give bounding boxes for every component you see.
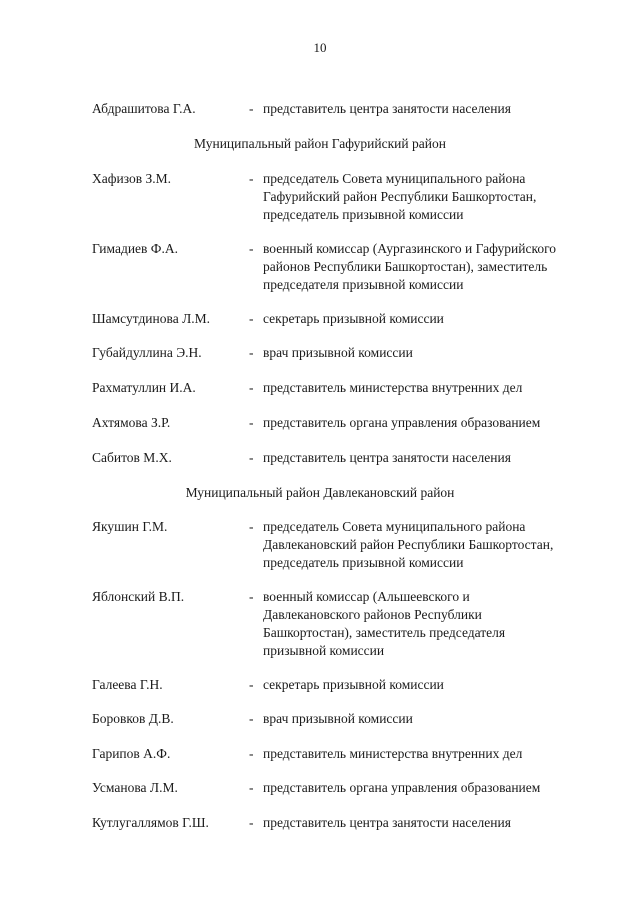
page-number: 10 xyxy=(313,40,327,55)
member-name: Сабитов М.Х. xyxy=(92,450,172,465)
dash: - xyxy=(249,380,254,395)
member-role-line: военный комиссар (Аургазинского и Гафурийского xyxy=(263,241,557,256)
member-role-line: Давлекановский район Республики Башкортостан, xyxy=(263,537,554,552)
member-role-line: представитель министерства внутренних дел xyxy=(263,380,523,395)
dash: - xyxy=(249,780,254,795)
member-role-line: представитель центра занятости населения xyxy=(263,101,511,116)
member-role-line: секретарь призывной комиссии xyxy=(263,677,444,692)
member-role-line: секретарь призывной комиссии xyxy=(263,311,444,326)
member-role-line: председатель призывной комиссии xyxy=(263,207,464,222)
dash: - xyxy=(249,345,254,360)
dash: - xyxy=(249,311,254,326)
member-name: Якушин Г.М. xyxy=(92,519,168,534)
member-name: Боровков Д.В. xyxy=(92,711,174,726)
member-role-line: врач призывной комиссии xyxy=(263,711,413,726)
member-name: Гарипов А.Ф. xyxy=(92,746,171,761)
member-role-line: районов Республики Башкортостан), заместитель xyxy=(263,259,548,274)
dash: - xyxy=(249,241,254,256)
dash: - xyxy=(249,171,254,186)
dash: - xyxy=(249,415,254,430)
member-role-line: военный комиссар (Альшеевского и xyxy=(263,589,470,604)
member-role-line: представитель центра занятости населения xyxy=(263,815,511,830)
dash: - xyxy=(249,711,254,726)
member-role-line: Давлекановского районов Республики xyxy=(263,607,482,622)
member-role-line: врач призывной комиссии xyxy=(263,345,413,360)
section-heading: Муниципальный район Гафурийский район xyxy=(194,136,446,151)
member-name: Губайдуллина Э.Н. xyxy=(92,345,202,360)
dash: - xyxy=(249,677,254,692)
member-role-line: призывной комиссии xyxy=(263,643,385,658)
member-role-line: Башкортостан), заместитель председателя xyxy=(263,625,506,640)
member-role-line: председатель призывной комиссии xyxy=(263,555,464,570)
dash: - xyxy=(249,450,254,465)
section-heading: Муниципальный район Давлекановский район xyxy=(185,485,455,500)
member-name: Хафизов З.М. xyxy=(92,171,171,186)
member-name: Абдрашитова Г.А. xyxy=(92,101,196,116)
dash: - xyxy=(249,746,254,761)
member-name: Галеева Г.Н. xyxy=(92,677,163,692)
member-role-line: Гафурийский район Республики Башкортостан, xyxy=(263,189,537,204)
member-name: Кутлугаллямов Г.Ш. xyxy=(92,815,209,830)
member-name: Гимадиев Ф.А. xyxy=(92,241,178,256)
member-name: Усманова Л.М. xyxy=(92,780,178,795)
member-role-line: председатель Совета муниципального района xyxy=(263,171,526,186)
dash: - xyxy=(249,101,254,116)
dash: - xyxy=(249,589,254,604)
member-role-line: председателя призывной комиссии xyxy=(263,277,464,292)
member-name: Рахматуллин И.А. xyxy=(92,380,196,395)
member-role-line: представитель центра занятости населения xyxy=(263,450,511,465)
member-role-line: представитель органа управления образованием xyxy=(263,415,541,430)
member-name: Ахтямова З.Р. xyxy=(92,415,171,430)
dash: - xyxy=(249,815,254,830)
member-name: Яблонский В.П. xyxy=(92,589,185,604)
member-role-line: представитель органа управления образованием xyxy=(263,780,541,795)
member-name: Шамсутдинова Л.М. xyxy=(92,311,210,326)
dash: - xyxy=(249,519,254,534)
member-role-line: председатель Совета муниципального района xyxy=(263,519,526,534)
member-role-line: представитель министерства внутренних дел xyxy=(263,746,523,761)
